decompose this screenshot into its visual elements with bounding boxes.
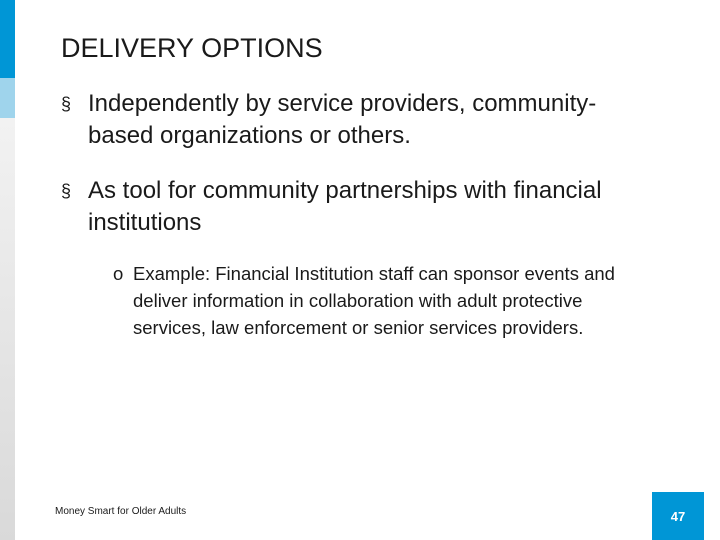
bullet-item bbox=[61, 175, 661, 239]
slide-title: DELIVERY OPTIONS bbox=[61, 33, 323, 63]
sub-bullet-item bbox=[113, 260, 653, 341]
bullet-text: As tool for community partnerships with financial institutions bbox=[88, 177, 602, 236]
bullet-marker: § bbox=[61, 94, 72, 114]
page-number: 47 bbox=[670, 508, 686, 524]
sub-bullet-marker: o bbox=[113, 263, 124, 284]
slide-footer: Money Smart for Older Adults bbox=[55, 506, 187, 517]
accent-bar-middle bbox=[0, 78, 15, 118]
bullet-text: Independently by service providers, community-based organizations or others. bbox=[88, 90, 597, 149]
accent-bar-bottom bbox=[0, 118, 15, 540]
page-number-badge bbox=[652, 492, 704, 540]
accent-bar-top bbox=[0, 0, 15, 78]
sub-bullet-text: Example: Financial Institution staff can sponsor events and deliver information in collaboration with adult protective services, law enforcement or senior services providers. bbox=[133, 263, 615, 338]
bullet-item bbox=[61, 88, 661, 152]
bullet-marker: § bbox=[61, 181, 72, 201]
